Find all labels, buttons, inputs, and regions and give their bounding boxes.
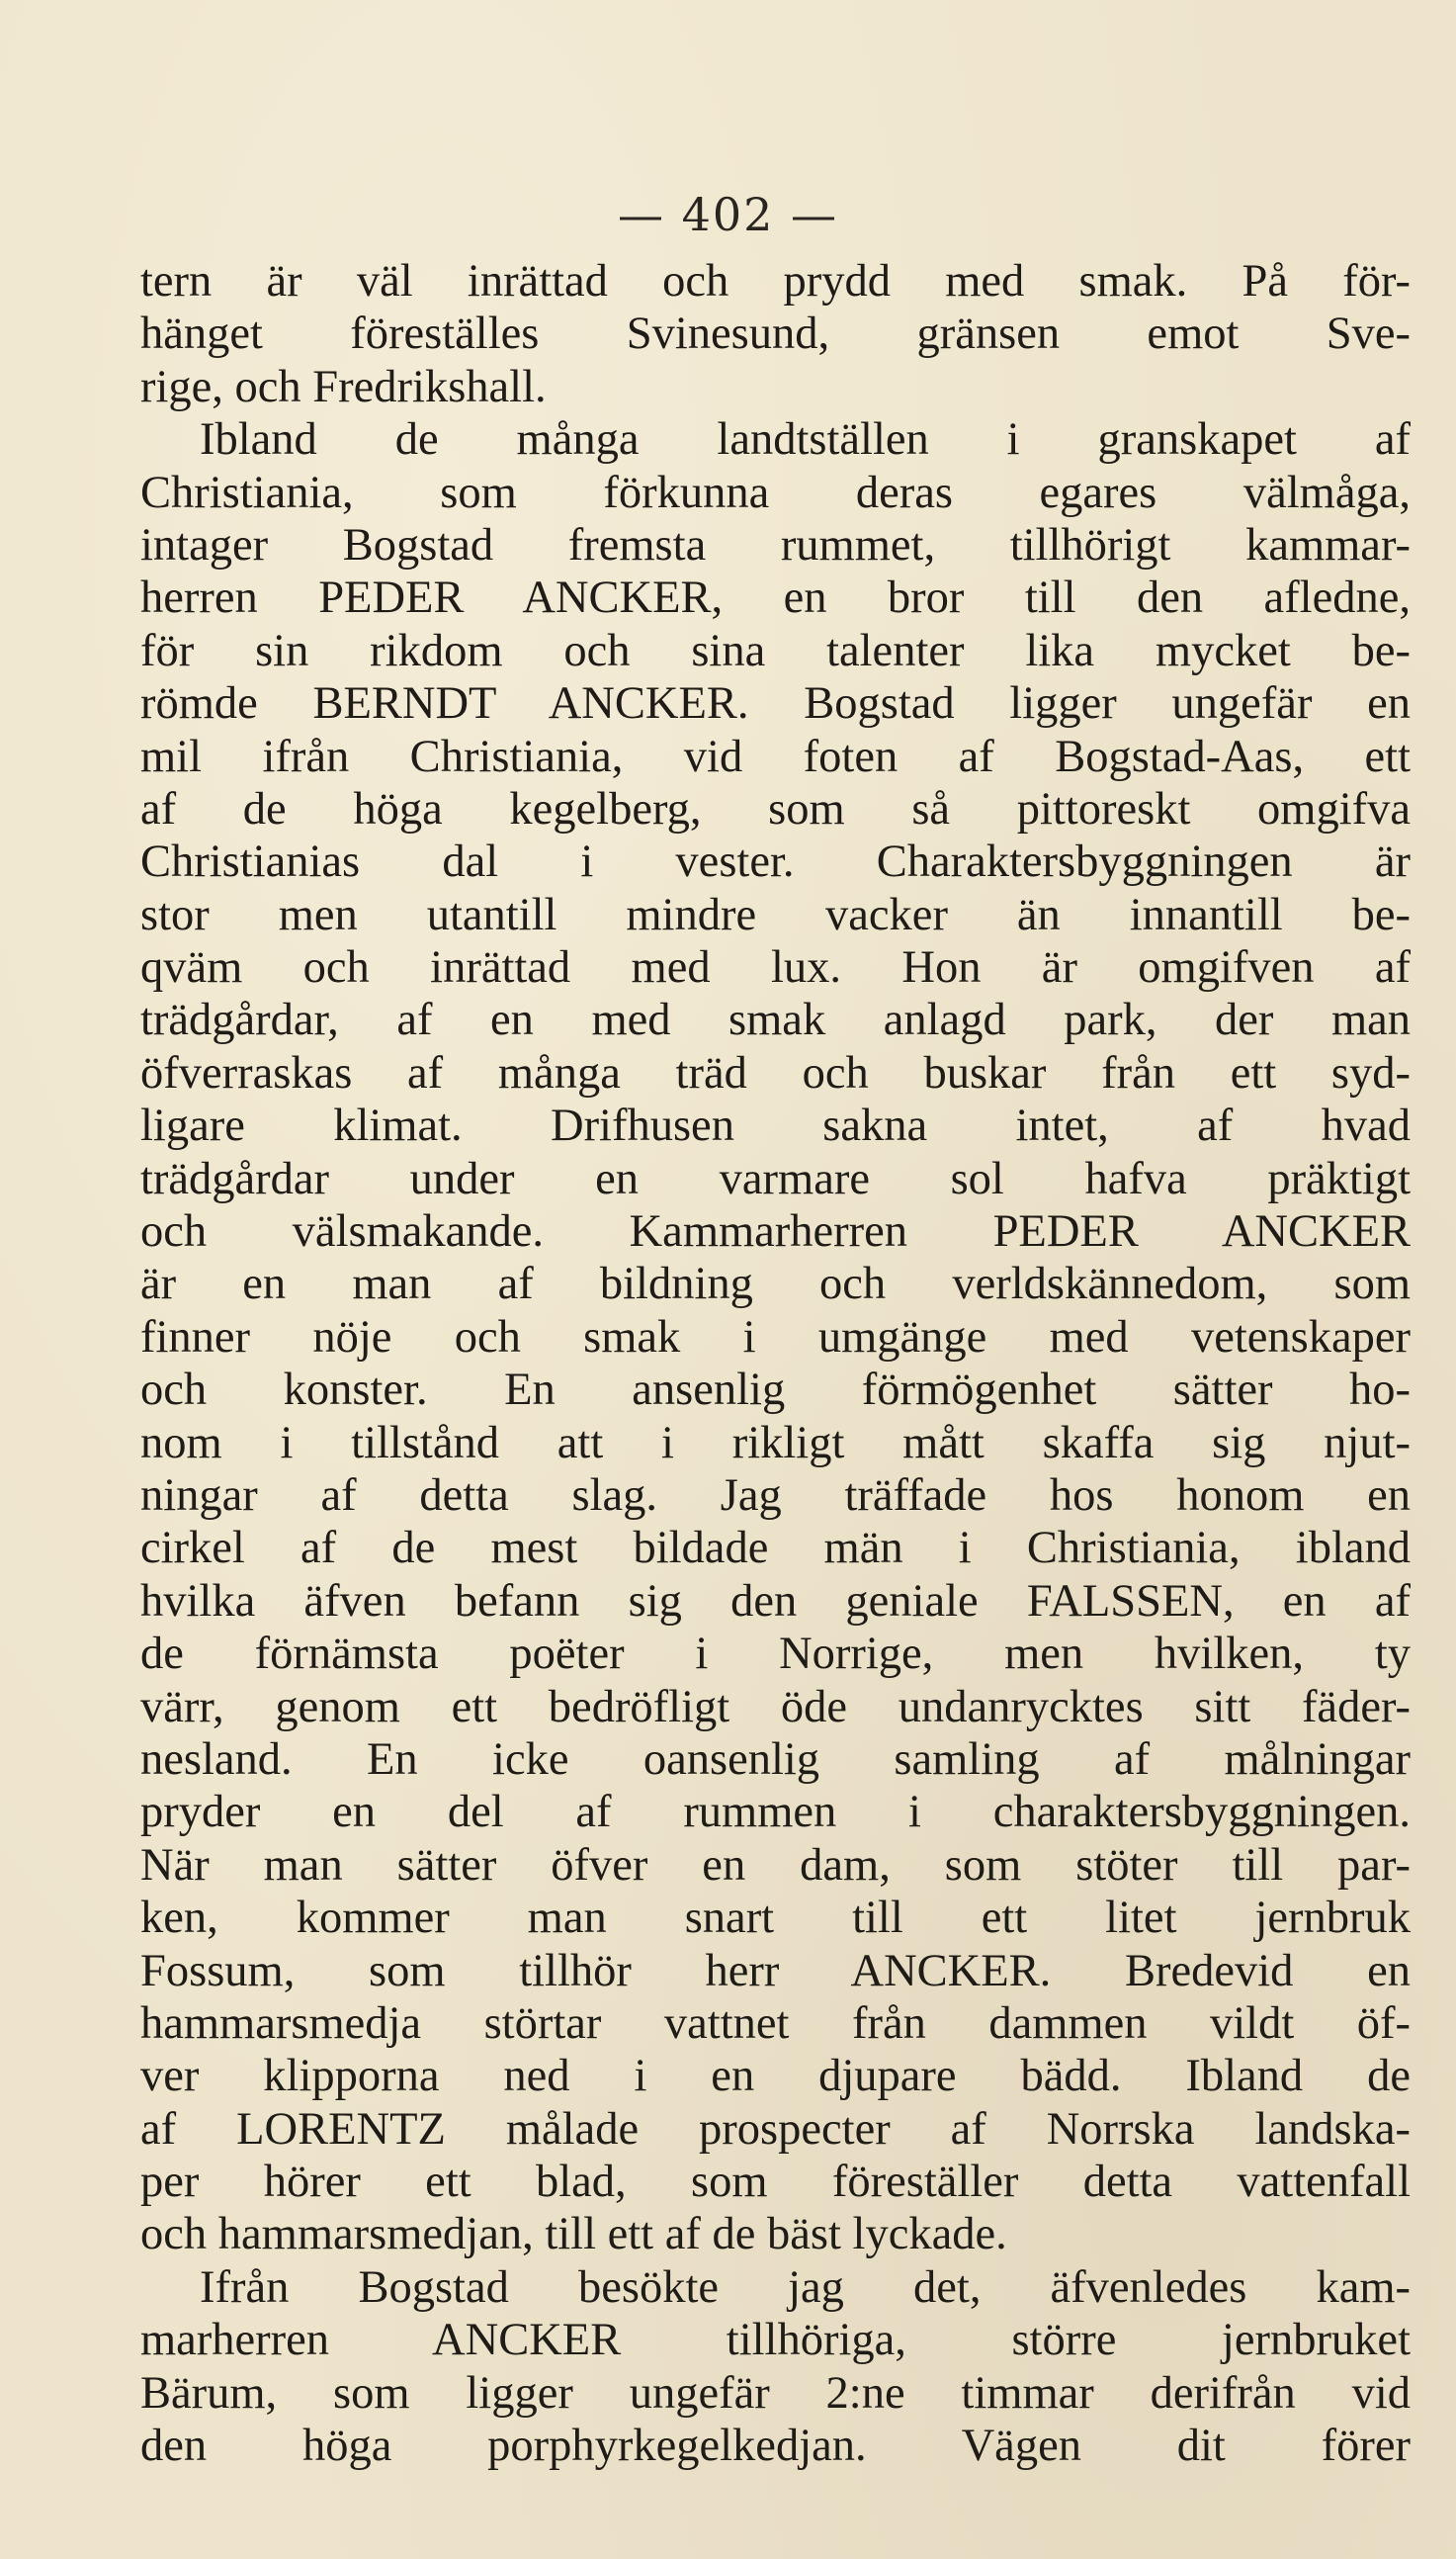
text-line: öfverraskas af många träd och buskar från ett syd- xyxy=(140,1047,1411,1099)
text-line: är en man af bildning och verldskännedom, som xyxy=(140,1259,1411,1310)
text-line: rige, och Fredrikshall. xyxy=(140,361,547,412)
text-line: ningar af detta slag. Jag träffade hos honom en xyxy=(140,1469,1411,1521)
text-line: stor men utantill mindre vacker än innantill be- xyxy=(140,889,1411,940)
text-line: af LORENTZ målade prospecter af Norrska landska- xyxy=(140,2103,1411,2155)
text-line: mil ifrån Christiania, vid foten af Bogstad-Aas, ett xyxy=(140,731,1411,782)
text-line: qväm och inrättad med lux. Hon är omgifven af xyxy=(140,942,1411,994)
text-line: de förnämsta poëter i Norrige, men hvilken, ty xyxy=(140,1629,1411,1680)
text-line: intager Bogstad fremsta rummet, tillhörigt kammar- xyxy=(140,519,1411,571)
text-line: ken, kommer man snart till ett litet jernbruk xyxy=(140,1893,1411,1944)
text-line: af de höga kegelberg, som så pittoreskt omgifva xyxy=(140,783,1411,835)
text-line: värr, genom ett bedröfligt öde undanrycktes sitt fäder- xyxy=(140,1681,1411,1732)
text-line: ligare klimat. Drifhusen sakna intet, af hvad xyxy=(140,1101,1411,1152)
text-line: hvilka äfven befann sig den geniale FALSSEN, en af xyxy=(140,1575,1411,1627)
text-line: hammarsmedja störtar vattnet från dammen vildt öf- xyxy=(140,1997,1411,2049)
text-line: När man sätter öfver en dam, som stöter till par- xyxy=(140,1839,1411,1891)
text-line: och hammarsmedjan, till ett af de bäst lyckade. xyxy=(140,2209,1007,2260)
page-number: — 402 — xyxy=(617,188,839,241)
text-line: Ibland de många landtställen i granskapet af xyxy=(200,414,1411,466)
text-line: trädgårdar, af en med smak anlagd park, der man xyxy=(140,995,1411,1046)
text-line: och välsmakande. Kammarherren PEDER ANCKER xyxy=(140,1206,1411,1258)
text-line: Ifrån Bogstad besökte jag det, äfvenledes kam- xyxy=(200,2261,1411,2313)
text-line: ver klipporna ned i en djupare bädd. Ibland de xyxy=(140,2051,1411,2102)
text-line: herren PEDER ANCKER, en bror till den afledne, xyxy=(140,573,1411,624)
text-line: trädgårdar under en varmare sol hafva präktigt xyxy=(140,1153,1411,1204)
text-line: finner nöje och smak i umgänge med vetenskaper xyxy=(140,1311,1411,1363)
text-line: Fossum, som tillhör herr ANCKER. Bredevid en xyxy=(140,1945,1411,1996)
text-line: Bärum, som ligger ungefär 2:ne timmar derifrån vid xyxy=(140,2367,1411,2419)
text-line: pryder en del af rummen i charaktersbyggningen. xyxy=(140,1787,1411,1838)
text-line: Christiania, som förkunna deras egares välmåga, xyxy=(140,467,1411,518)
text-line: tern är väl inrättad och prydd med smak. På för- xyxy=(140,256,1411,307)
text-line: hänget föreställes Svinesund, gränsen emot Sve- xyxy=(140,309,1411,360)
text-line: marherren ANCKER tillhöriga, större jernbruket xyxy=(140,2315,1411,2366)
text-line: per hörer ett blad, som föreställer detta vattenfall xyxy=(140,2157,1411,2208)
text-line: nom i tillstånd att i rikligt mått skaffa sig njut- xyxy=(140,1417,1411,1468)
text-line: römde BERNDT ANCKER. Bogstad ligger ungefär en xyxy=(140,678,1411,730)
text-line: Christianias dal i vester. Charaktersbyggningen är xyxy=(140,837,1411,888)
text-line: den höga porphyrkegelkedjan. Vägen dit förer xyxy=(140,2421,1411,2472)
text-line: cirkel af de mest bildade män i Christiania, ibland xyxy=(140,1523,1411,1574)
text-line: för sin rikdom och sina talenter lika mycket be- xyxy=(140,625,1411,676)
text-line: och konster. En ansenlig förmögenhet sätter ho- xyxy=(140,1365,1411,1416)
text-line: nesland. En icke oansenlig samling af målningar xyxy=(140,1733,1411,1785)
body-text xyxy=(140,255,1411,2472)
